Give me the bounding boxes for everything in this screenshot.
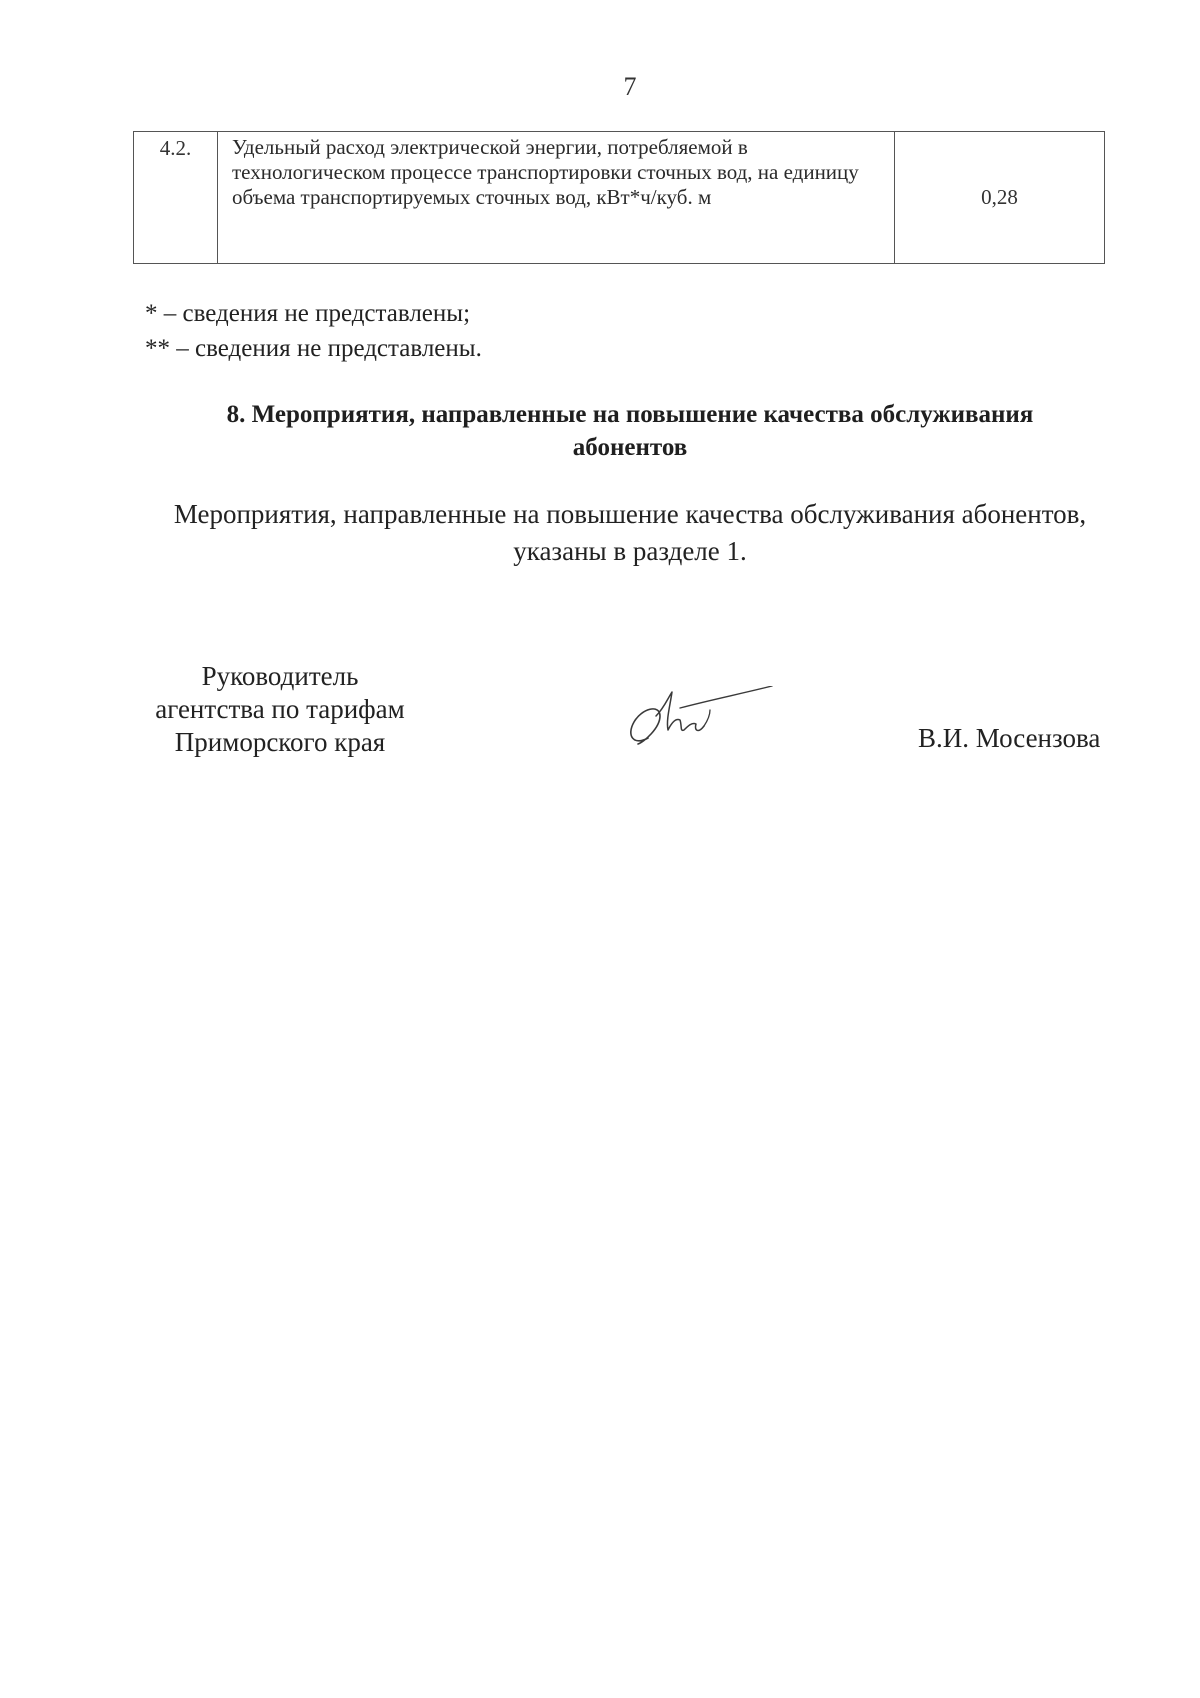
- footnote-1: * – сведения не представлены;: [145, 300, 471, 327]
- table-row: [134, 132, 1105, 264]
- signer-role-line: Приморского края: [174, 727, 386, 757]
- row-description-cell: Удельный расход электрической энергии, потребляемой в технологическом процессе транспортировки сточных вод, на единицу объема транспортируемых сточных вод, кВт*ч/куб. м: [218, 132, 895, 264]
- page-number: 7: [623, 72, 637, 101]
- section-text: Мероприятия, направленные на повышение качества обслуживания абонентов, указаны в разделе 1.: [173, 499, 1087, 566]
- handwritten-signature: [620, 686, 790, 756]
- signer-role-line: агентства по тарифам: [155, 694, 405, 724]
- signer-name: В.И. Мосензова: [918, 723, 1101, 753]
- signer-role-line: Руководитель: [201, 661, 359, 691]
- signer-role: [120, 660, 440, 759]
- section-heading: 8. Мероприятия, направленные на повышение качества обслуживания абонентов: [226, 401, 1034, 461]
- row-number-cell: 4.2.: [134, 132, 218, 264]
- row-value-cell: 0,28: [895, 132, 1105, 264]
- footnote-2: ** – сведения не представлены.: [145, 335, 482, 362]
- indicator-table: [133, 131, 1105, 264]
